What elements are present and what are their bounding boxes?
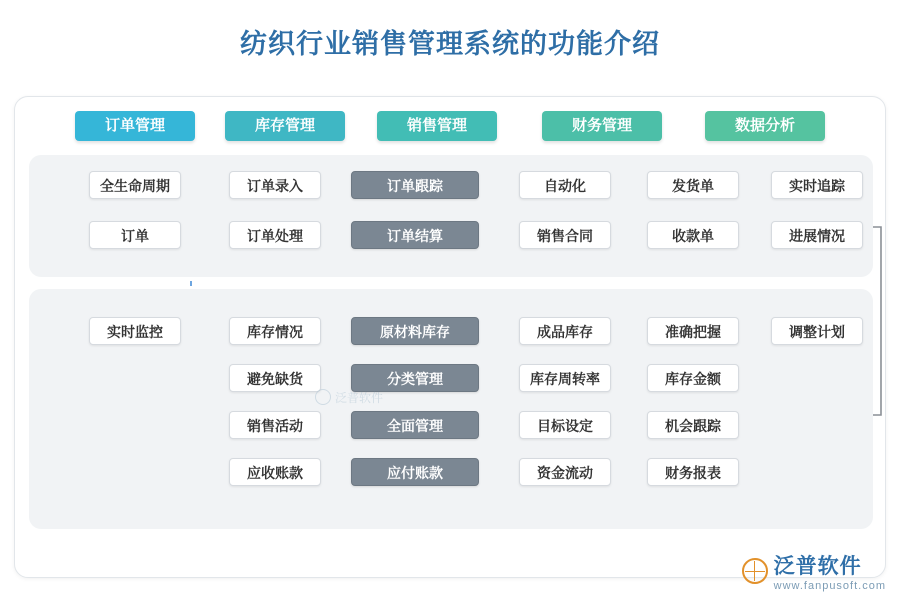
- node-order-entry[interactable]: 订单录入: [229, 171, 321, 199]
- node-automation[interactable]: 自动化: [519, 171, 611, 199]
- node-target-setting[interactable]: 目标设定: [519, 411, 611, 439]
- brand-name-cn: 泛普软件: [773, 555, 862, 578]
- node-sales-activity[interactable]: 销售活动: [229, 411, 321, 439]
- node-shipping-order[interactable]: 发货单: [647, 171, 739, 199]
- node-order-processing[interactable]: 订单处理: [229, 221, 321, 249]
- node-avoid-stockout[interactable]: 避免缺货: [229, 364, 321, 392]
- node-order[interactable]: 订单: [89, 221, 181, 249]
- center-watermark: [315, 385, 435, 409]
- node-inventory-turnover[interactable]: 库存周转率: [519, 364, 611, 392]
- tab-data-analysis[interactable]: 数据分析: [705, 111, 825, 141]
- tab-sales-management[interactable]: 销售管理: [377, 111, 497, 141]
- category-tab-bar: [15, 111, 885, 145]
- node-order-tracking[interactable]: 订单跟踪: [351, 171, 479, 199]
- node-inventory-amount[interactable]: 库存金额: [647, 364, 739, 392]
- inventory-section-panel: [29, 289, 873, 529]
- watermark-globe-icon: [315, 389, 331, 405]
- tab-inventory-management[interactable]: 库存管理: [225, 111, 345, 141]
- node-classification-mgmt[interactable]: 分类管理: [351, 364, 479, 392]
- watermark-text: 泛普软件: [335, 390, 384, 405]
- node-realtime-tracking[interactable]: 实时追踪: [771, 171, 863, 199]
- tab-finance-management[interactable]: 财务管理: [542, 111, 662, 141]
- diagram-card: [14, 96, 886, 578]
- node-comprehensive-mgmt[interactable]: 全面管理: [351, 411, 479, 439]
- node-full-lifecycle[interactable]: 全生命周期: [89, 171, 181, 199]
- node-accurate-grasp[interactable]: 准确把握: [647, 317, 739, 345]
- node-inventory-status[interactable]: 库存情况: [229, 317, 321, 345]
- node-cash-flow[interactable]: 资金流动: [519, 458, 611, 486]
- node-raw-material-stock[interactable]: 原材料库存: [351, 317, 479, 345]
- node-order-settlement[interactable]: 订单结算: [351, 221, 479, 249]
- node-realtime-monitoring[interactable]: 实时监控: [89, 317, 181, 345]
- node-progress-status[interactable]: 进展情况: [771, 221, 863, 249]
- node-receipt-order[interactable]: 收款单: [647, 221, 739, 249]
- node-finished-goods-stock[interactable]: 成品库存: [519, 317, 611, 345]
- node-sales-contract[interactable]: 销售合同: [519, 221, 611, 249]
- brand-url: www.fanpusoft.com: [773, 580, 886, 592]
- globe-icon: [742, 558, 768, 584]
- node-accounts-receivable[interactable]: 应收账款: [229, 458, 321, 486]
- tab-order-management[interactable]: 订单管理: [75, 111, 195, 141]
- brand-logo: [742, 550, 886, 592]
- node-adjust-plan[interactable]: 调整计划: [771, 317, 863, 345]
- node-opportunity-tracking[interactable]: 机会跟踪: [647, 411, 739, 439]
- node-financial-report[interactable]: 财务报表: [647, 458, 739, 486]
- order-section-panel: [29, 155, 873, 277]
- node-accounts-payable[interactable]: 应付账款: [351, 458, 479, 486]
- page-title: 纺织行业销售管理系统的功能介绍: [240, 29, 660, 59]
